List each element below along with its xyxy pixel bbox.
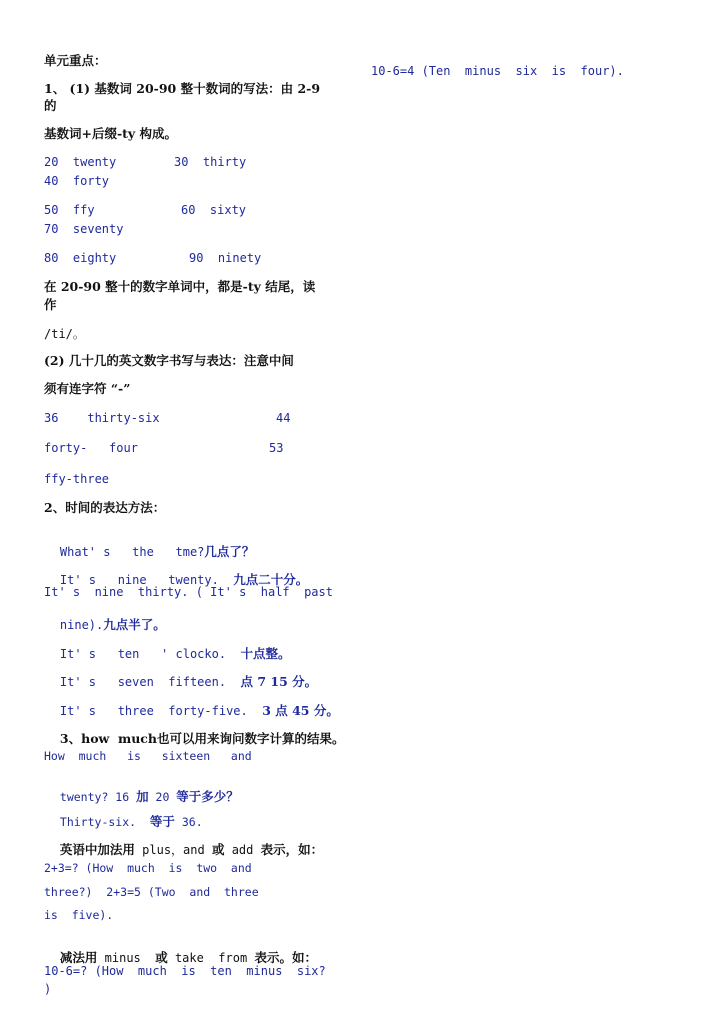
number-80: 80 eighty [44,251,117,265]
example-ffy-three: ffy-three [44,472,110,486]
time-nine-thirty-zh: 九点半了。 [103,617,166,632]
calc-q-plus: 加 [136,789,149,804]
subtraction-rule-e: 表示。如： [254,950,317,965]
time-seven-fifteen-en: It' s seven fifteen. [59,675,241,689]
time-nine-twenty-en: It' s nine twenty. [59,573,234,587]
subtraction-rule-a: 减法用 [59,950,98,965]
heading: 单元重点： [44,53,107,68]
note-line-2: 作 [44,297,57,312]
note-line-3: /ti/。 [44,327,85,341]
subtraction-rule-b: minus [97,951,156,965]
subtraction-rule-c: 或 [155,950,168,965]
calc-q-en: twenty? 16 [59,790,137,804]
addition-rule-a: 英语中加法用 [59,842,135,857]
time-question-en: What' s the tme? [59,545,205,559]
example-forty-four: forty- four [44,441,138,455]
time-nine-thirty-cont-en: nine). [59,618,104,632]
note-line-1: 在 20-90 整十的数字单词中，都是-ty 结尾，读 [44,279,316,294]
time-question-zh: 几点了？ [204,544,255,559]
calc-q-num: 20 [148,790,177,804]
number-70: 70 seventy [44,222,124,236]
number-40: 40 forty [44,174,110,188]
addition-example-3: is five). [44,908,114,922]
addition-rule-d: add [224,843,261,857]
number-20: 20 twenty [44,155,117,169]
number-90: 90 ninety [189,251,262,265]
addition-rule-e: 表示，如： [260,842,324,857]
calc-answer-zh: 等于 [149,814,175,829]
section1-title-cont: 的 [44,98,57,113]
addition-example-2: three?) 2+3=5 (Two and three [44,885,259,899]
calc-answer-num: 36. [174,815,203,829]
subtraction-example-cont: ) [44,982,52,996]
calc-question: How much is sixteen and [44,749,252,763]
example-36: 36 thirty-six [44,411,160,425]
addition-rule-b: plus，and [134,843,212,857]
example-53: 53 [269,441,284,455]
subtraction-example: 10-6=? (How much is ten minus six? [44,964,326,978]
section2-title: 2、时间的表达方法： [44,500,166,515]
right-column-line: 10-6=4 (Ten minus six is four). [371,64,624,78]
section1-rule: 基数词+后缀-ty 构成。 [44,126,178,141]
time-ten-en: It' s ten ' clocko. [59,647,241,661]
section3-title-zh: 也可以用来询问数字计算的结果。 [157,731,345,746]
time-three-forty-five-en: It' s three forty-five. [59,704,263,718]
section3-title-en: 3、how much [59,731,158,746]
number-60: 60 sixty [181,203,247,217]
number-50: 50 ffy [44,203,95,217]
time-nine-twenty-zh: 九点二十分。 [233,572,309,587]
section1-title: 1、 (1) 基数词 20-90 整十数词的写法：由 2-9 [44,81,321,96]
subsection2-title-cont: 须有连字符 “-” [44,381,131,396]
time-nine-thirty: It' s nine thirty. ( It' s half past [44,585,333,599]
addition-rule-c: 或 [211,842,225,857]
example-44: 44 [276,411,291,425]
time-ten-zh: 十点整。 [240,646,291,661]
time-seven-fifteen-zh: 点 7 15 分。 [240,674,318,689]
subtraction-rule-d: take from [167,951,255,965]
calc-q-zh: 等于多少？ [176,789,239,804]
time-three-forty-five-zh: 3 点 45 分。 [262,703,339,718]
number-30: 30 thirty [174,155,247,169]
calc-answer-en: Thirty-six. [59,815,150,829]
subsection2-title: (2) 几十几的英文数字书写与表达：注意中间 [44,353,294,368]
addition-example-1: 2+3=? (How much is two and [44,861,252,875]
